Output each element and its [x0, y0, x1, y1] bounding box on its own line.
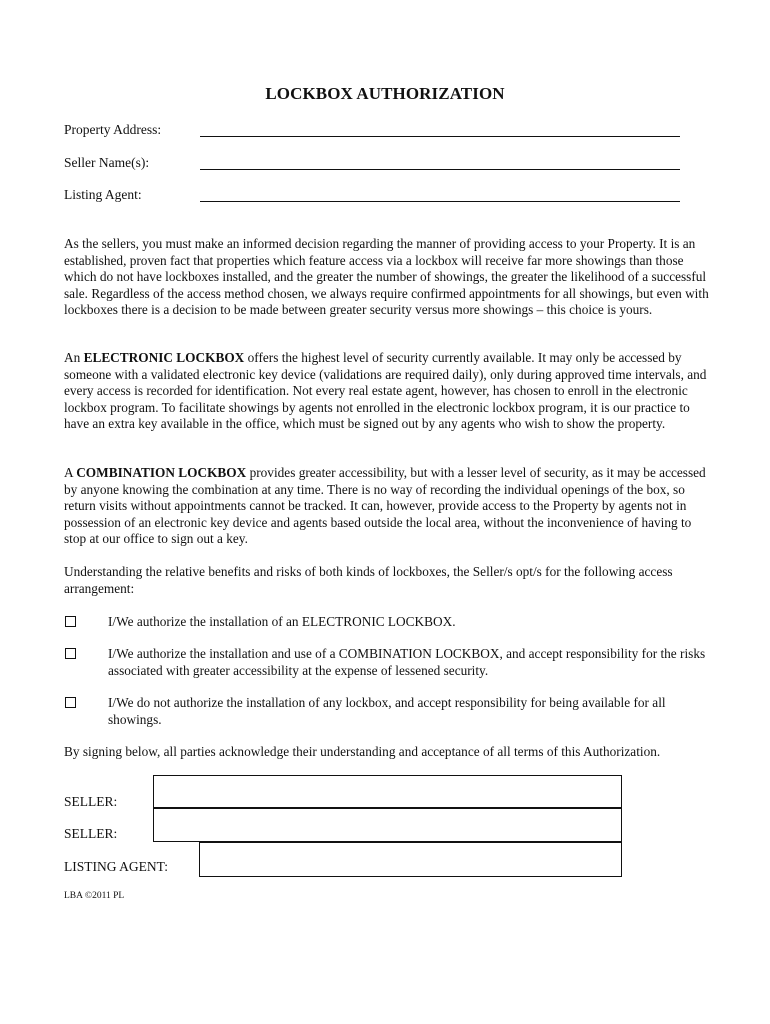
seller-2-signature-box[interactable]: [153, 808, 622, 842]
page-title: LOCKBOX AUTHORIZATION: [265, 84, 505, 103]
seller-names-line[interactable]: [200, 169, 680, 170]
electronic-checkbox[interactable]: [65, 616, 76, 627]
electronic-text: offers the highest level of security currently available. It may only be accessed by someone with a validated electronic key device (validations are required daily), only during approved time intervals, and every access is recorded for identification. Not every real estate agent, however, has chosen to enroll in the electronic lockbox program. To facilitate showings by agents not enrolled in the electronic lockbox program, it is our practice to have an extra key available in the office, which must be signed out by any agents who wish to show the property.: [64, 350, 707, 432]
listing-agent-signature-box[interactable]: [199, 842, 622, 877]
listing-agent-label: LISTING AGENT:: [64, 859, 168, 874]
seller-2-label: SELLER:: [64, 826, 118, 841]
seller-1-signature-box[interactable]: [153, 775, 622, 808]
no-lockbox-checkbox[interactable]: [65, 697, 76, 708]
option-label: I/We authorize the installation of an ELECTRONIC LOCKBOX.: [108, 614, 456, 629]
property-address-line[interactable]: [200, 136, 680, 137]
property-address-field[interactable]: [64, 122, 680, 142]
electronic-lockbox-term: ELECTRONIC LOCKBOX: [83, 350, 245, 365]
intro-paragraph: As the sellers, you must make an informed decision regarding the manner of providing access to your Property. It is an established, proven fact that properties which feature access via a lockbox will receive far more showings than those which do not have lockboxes installed, and the greater the number of showings, the greater the likelihood of a successful sale. Regardless of the access method chosen, we always require confirmed appointments for all showings, but even with lockboxes there is a decision to be made between greater security versus more showings – this choice is yours.: [64, 236, 709, 318]
form-code: LBA ©2011 PL: [64, 891, 125, 901]
combination-checkbox[interactable]: [65, 648, 76, 659]
option-label: I/We do not authorize the installation of any lockbox, and accept responsibility for being available for all showings.: [108, 695, 666, 727]
listing-agent-field[interactable]: [64, 187, 680, 207]
seller-1-label: SELLER:: [64, 794, 118, 809]
seller-names-field[interactable]: [64, 155, 680, 175]
combination-text: provides greater accessibility, but with a lesser level of security, as it may be accessed by anyone knowing the combination at any time. There is no way of recording the individual openings of the box, so return visits without appointments cannot be tracked. It can, however, provide access to the Property by agents not in possession of an electronic key device and agents based outside the local area, without the inconvenience of having to stop at our office to sign out a key.: [64, 465, 706, 547]
option-label: I/We authorize the installation and use of a COMBINATION LOCKBOX, and accept responsibility for the risks associated with greater accessibility at the expense of lessened security.: [108, 646, 706, 678]
combination-lockbox-term: COMBINATION LOCKBOX: [76, 465, 247, 480]
field-label: Property Address:: [64, 122, 162, 137]
field-label: Seller Name(s):: [64, 155, 150, 170]
combination-prefix: A: [64, 465, 77, 480]
electronic-lockbox-paragraph: [64, 350, 712, 433]
listing-agent-line[interactable]: [200, 201, 680, 202]
acknowledge-paragraph: By signing below, all parties acknowledge their understanding and acceptance of all terms of this Authorization.: [64, 744, 661, 759]
understanding-paragraph: Understanding the relative benefits and risks of both kinds of lockboxes, the Seller/s opt/s for the following access arrangement:: [64, 564, 673, 596]
combination-lockbox-paragraph: [64, 465, 712, 548]
field-label: Listing Agent:: [64, 187, 142, 202]
electronic-prefix: An: [64, 350, 84, 365]
